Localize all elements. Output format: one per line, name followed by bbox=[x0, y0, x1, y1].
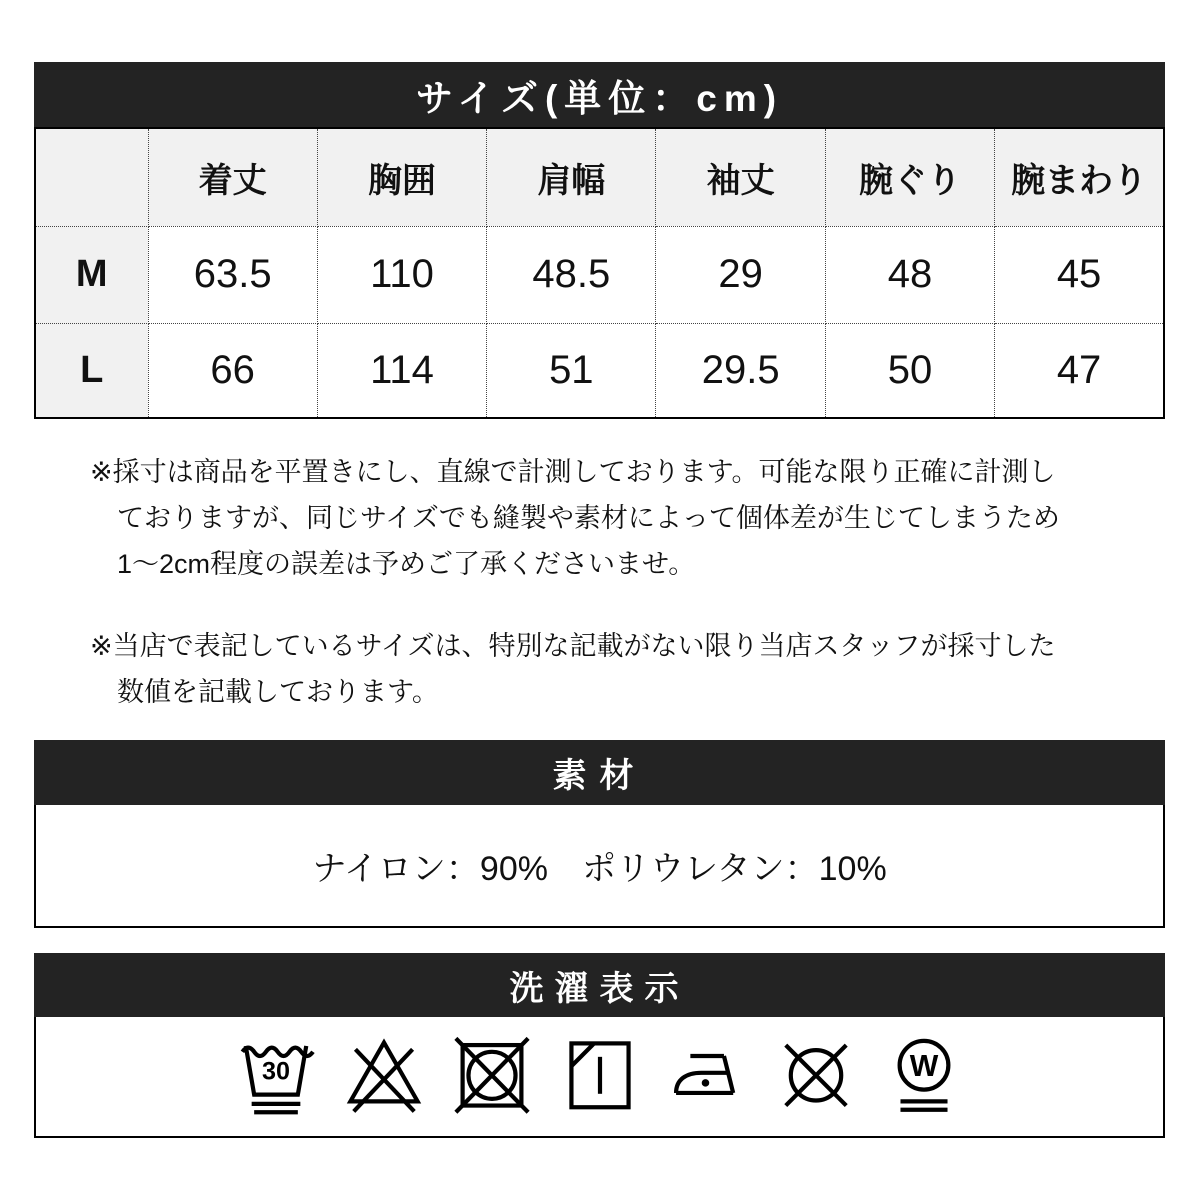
table-row bbox=[35, 323, 1164, 418]
value-cell: 29.5 bbox=[656, 323, 825, 418]
value-cell: 66 bbox=[148, 323, 317, 418]
material-title-bar bbox=[34, 740, 1165, 805]
do-not-dry-clean-icon bbox=[774, 1030, 858, 1124]
note-text: 採寸は商品を平置きにし、直線で計測しております。可能な限り正確に計測しておりますが、同じサイズでも縫製や素材によって個体差が生じてしまうため1〜2cm程度の誤差は予めご了承くださいませ。 bbox=[112, 457, 1060, 579]
column-header: 腕ぐり bbox=[825, 128, 994, 226]
row-label-l: L bbox=[35, 323, 148, 418]
care-title-bar bbox=[34, 953, 1165, 1017]
do-not-bleach-icon bbox=[342, 1030, 426, 1124]
material-title: 素材 bbox=[552, 757, 647, 795]
value-cell: 48 bbox=[825, 226, 994, 323]
size-section-title: サイズ(単位：cm) bbox=[415, 77, 784, 119]
row-label-m: M bbox=[35, 226, 148, 323]
value-cell: 110 bbox=[317, 226, 486, 323]
column-header: 胸囲 bbox=[317, 128, 486, 226]
value-cell: 50 bbox=[825, 323, 994, 418]
table-row bbox=[35, 226, 1164, 323]
size-table bbox=[34, 127, 1165, 419]
do-not-tumble-dry-icon bbox=[450, 1030, 534, 1124]
wet-clean-very-gentle-icon bbox=[882, 1030, 966, 1124]
svg-text:30: 30 bbox=[261, 1057, 290, 1086]
line-dry-in-shade-icon bbox=[558, 1030, 642, 1124]
size-table-header-row bbox=[35, 128, 1164, 226]
value-cell: 45 bbox=[995, 226, 1164, 323]
care-symbols-row bbox=[34, 1017, 1165, 1138]
note-text: 当店で表記しているサイズは、特別な記載がない限り当店スタッフが採寸した数値を記載しております。 bbox=[112, 631, 1056, 707]
column-header: 肩幅 bbox=[487, 128, 656, 226]
column-header: 腕まわり bbox=[995, 128, 1164, 226]
column-header: 袖丈 bbox=[656, 128, 825, 226]
value-cell: 63.5 bbox=[148, 226, 317, 323]
note-staff-measured bbox=[90, 623, 1078, 715]
value-cell: 51 bbox=[487, 323, 656, 418]
value-cell: 48.5 bbox=[487, 226, 656, 323]
material-section bbox=[34, 740, 1165, 928]
size-section-title-bar bbox=[34, 62, 1165, 127]
note-marker: ※ bbox=[90, 457, 113, 487]
measurement-notes bbox=[90, 449, 1078, 715]
wash-30-very-gentle-icon bbox=[234, 1030, 318, 1124]
care-section bbox=[34, 953, 1165, 1138]
size-section bbox=[34, 62, 1165, 419]
column-header: 着丈 bbox=[148, 128, 317, 226]
value-cell: 47 bbox=[995, 323, 1164, 418]
value-cell: 114 bbox=[317, 323, 486, 418]
value-cell: 29 bbox=[656, 226, 825, 323]
material-composition: ナイロン：90% ポリウレタン：10% bbox=[312, 850, 887, 888]
care-title: 洗濯表示 bbox=[509, 969, 690, 1008]
note-marker: ※ bbox=[90, 631, 113, 661]
note-measurement-tolerance bbox=[90, 449, 1078, 587]
material-body bbox=[34, 805, 1165, 928]
table-corner-cell bbox=[35, 128, 148, 226]
svg-text:W: W bbox=[909, 1049, 938, 1083]
iron-low-heat-icon bbox=[666, 1030, 750, 1124]
